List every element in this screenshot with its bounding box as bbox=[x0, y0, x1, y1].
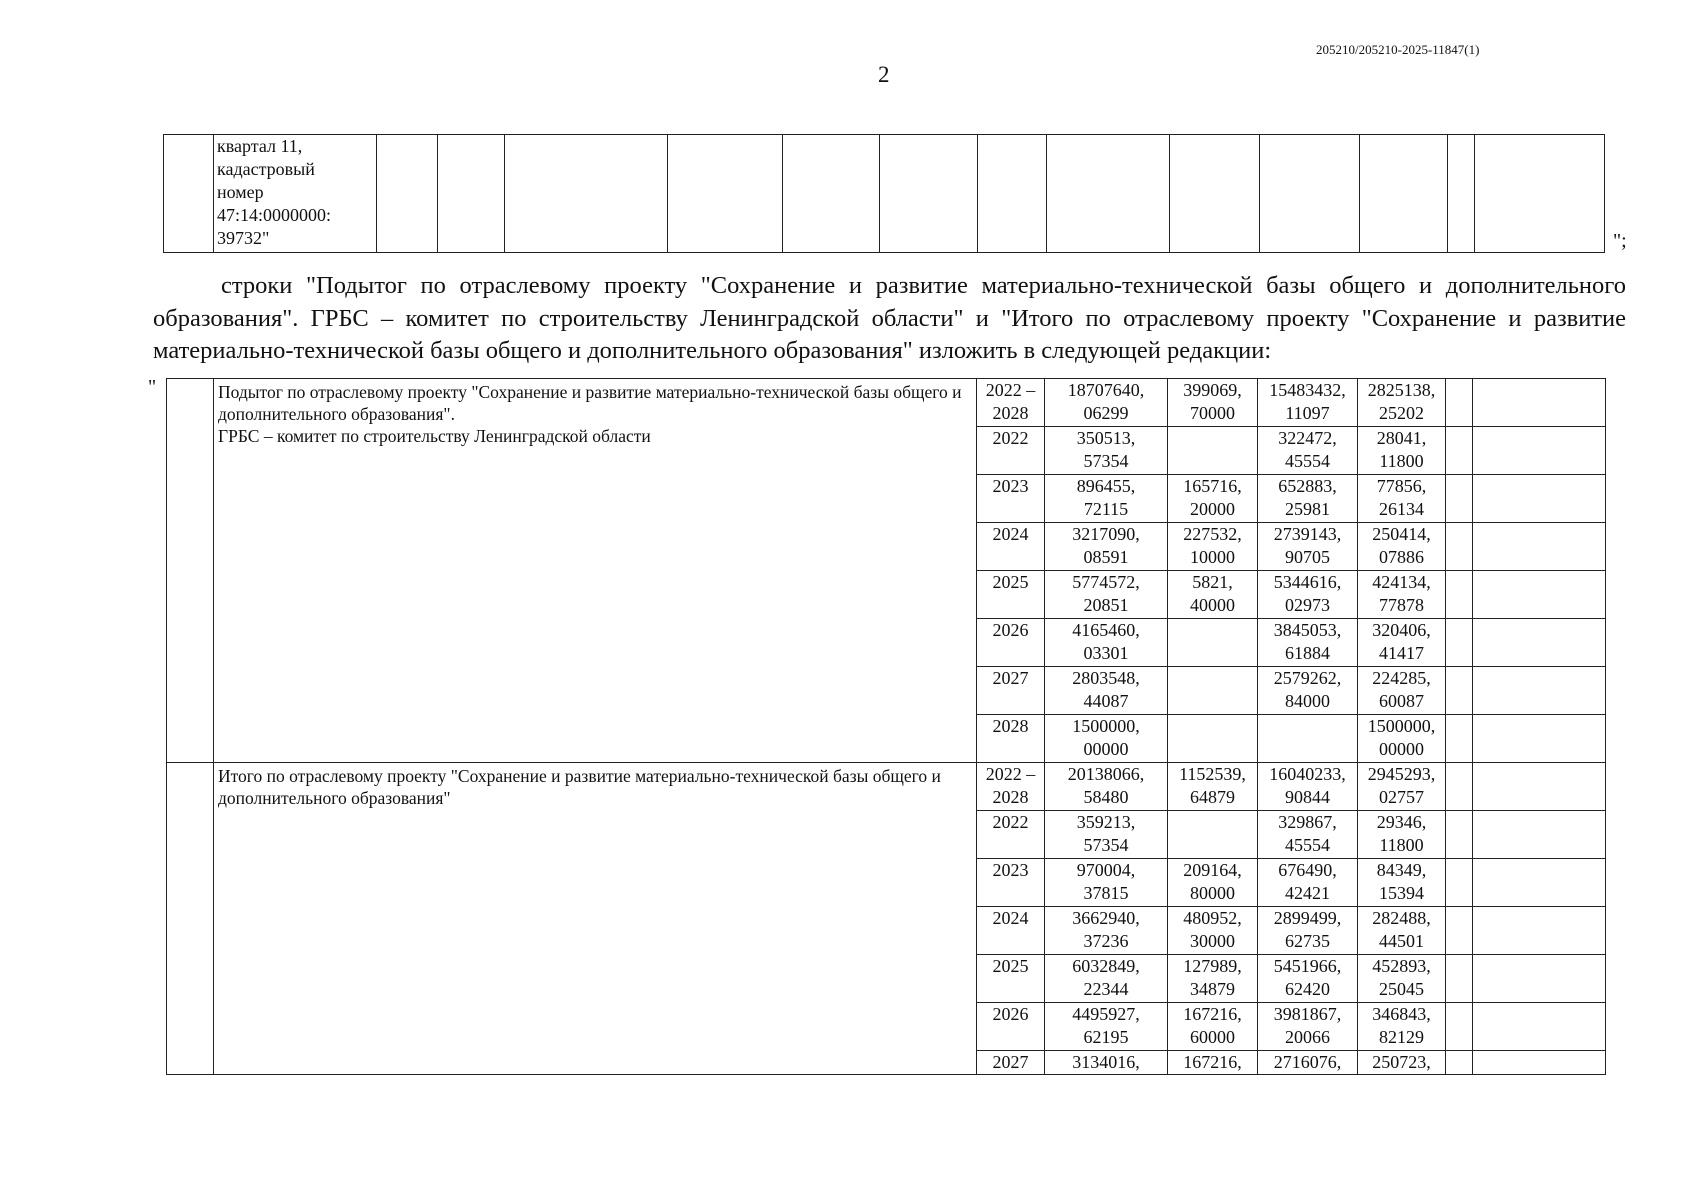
reg-cell: 16040233, 90844 bbox=[1258, 763, 1358, 811]
reg-cell: 2579262, 84000 bbox=[1258, 667, 1358, 715]
financing-table bbox=[166, 378, 1606, 1075]
table-row bbox=[164, 135, 1605, 253]
mun-cell: 77856, 26134 bbox=[1358, 475, 1446, 523]
empty-cell bbox=[1446, 955, 1473, 1003]
total-cell: 3662940, 37236 bbox=[1045, 907, 1168, 955]
period-cell: 2024 bbox=[977, 523, 1045, 571]
cell-line: 47:14:0000000: bbox=[217, 205, 332, 225]
reg-cell bbox=[1258, 715, 1358, 763]
empty-cell bbox=[1446, 379, 1473, 427]
empty-cell bbox=[1473, 1003, 1606, 1051]
empty-cell bbox=[1446, 427, 1473, 475]
document-id: 205210/205210-2025-11847(1) bbox=[1316, 42, 1480, 57]
reg-cell: 652883, 25981 bbox=[1258, 475, 1358, 523]
total-cell: 1500000, 00000 bbox=[1045, 715, 1168, 763]
total-cell: 18707640, 06299 bbox=[1045, 379, 1168, 427]
period-cell: 2022 bbox=[977, 427, 1045, 475]
cell-line: кадастровый bbox=[217, 159, 315, 179]
opening-quote-mark: " bbox=[148, 376, 157, 398]
total-cell: 359213, 57354 bbox=[1045, 811, 1168, 859]
empty-cell bbox=[1473, 859, 1606, 907]
cell-line: номер bbox=[217, 182, 264, 202]
empty-cell bbox=[1446, 475, 1473, 523]
cell-line: 39732" bbox=[217, 228, 270, 248]
group-name: Итого по отраслевому проекту "Сохранение и развитие материально-технической базы общего и дополнительного образования" bbox=[218, 766, 941, 808]
fed-cell: 227532, 10000 bbox=[1168, 523, 1258, 571]
empty-cell bbox=[1473, 619, 1606, 667]
empty-cell bbox=[1446, 907, 1473, 955]
fed-cell: 209164, 80000 bbox=[1168, 859, 1258, 907]
period-cell: 2027 bbox=[977, 1051, 1045, 1075]
fed-cell: 1152539, 64879 bbox=[1168, 763, 1258, 811]
reg-cell: 15483432, 11097 bbox=[1258, 379, 1358, 427]
fed-cell: 127989, 34879 bbox=[1168, 955, 1258, 1003]
empty-cell bbox=[1446, 763, 1473, 811]
cell-line: квартал 11, bbox=[217, 136, 303, 156]
total-cell: 3134016, bbox=[1045, 1051, 1168, 1075]
mun-cell: 346843, 82129 bbox=[1358, 1003, 1446, 1051]
period-cell: 2023 bbox=[977, 859, 1045, 907]
empty-cell bbox=[1473, 427, 1606, 475]
reg-cell: 2899499, 62735 bbox=[1258, 907, 1358, 955]
mun-cell: 84349, 15394 bbox=[1358, 859, 1446, 907]
empty-cell bbox=[1473, 379, 1606, 427]
mun-cell: 1500000, 00000 bbox=[1358, 715, 1446, 763]
closing-quote-mark: "; bbox=[1613, 230, 1627, 252]
empty-cell bbox=[1446, 715, 1473, 763]
reg-cell: 3845053, 61884 bbox=[1258, 619, 1358, 667]
reg-cell: 3981867, 20066 bbox=[1258, 1003, 1358, 1051]
empty-cell bbox=[1473, 1051, 1606, 1075]
mun-cell: 320406, 41417 bbox=[1358, 619, 1446, 667]
table-row bbox=[167, 763, 1606, 811]
mun-cell: 28041, 11800 bbox=[1358, 427, 1446, 475]
empty-cell bbox=[1473, 811, 1606, 859]
continuation-table bbox=[163, 134, 1605, 253]
row-number-cell bbox=[167, 763, 214, 1075]
period-cell: 2025 bbox=[977, 955, 1045, 1003]
mun-cell: 2945293, 02757 bbox=[1358, 763, 1446, 811]
group-name-cell bbox=[214, 763, 977, 1075]
period-cell: 2027 bbox=[977, 667, 1045, 715]
group-name: Подытог по отраслевому проекту "Сохранение и развитие материально-технической базы общего и дополнительного образования". bbox=[218, 382, 962, 424]
total-cell: 896455, 72115 bbox=[1045, 475, 1168, 523]
total-cell: 2803548, 44087 bbox=[1045, 667, 1168, 715]
reg-cell: 322472, 45554 bbox=[1258, 427, 1358, 475]
total-cell: 6032849, 22344 bbox=[1045, 955, 1168, 1003]
empty-cell bbox=[1473, 955, 1606, 1003]
mun-cell: 250414, 07886 bbox=[1358, 523, 1446, 571]
total-cell: 4495927, 62195 bbox=[1045, 1003, 1168, 1051]
empty-cell bbox=[1473, 667, 1606, 715]
total-cell: 3217090, 08591 bbox=[1045, 523, 1168, 571]
mun-cell: 29346, 11800 bbox=[1358, 811, 1446, 859]
empty-cell bbox=[1446, 1003, 1473, 1051]
period-cell: 2022 bbox=[977, 811, 1045, 859]
total-cell: 4165460, 03301 bbox=[1045, 619, 1168, 667]
empty-cell bbox=[1446, 859, 1473, 907]
mun-cell: 282488, 44501 bbox=[1358, 907, 1446, 955]
period-cell: 2024 bbox=[977, 907, 1045, 955]
empty-cell bbox=[1446, 811, 1473, 859]
period-cell: 2022 – 2028 bbox=[977, 763, 1045, 811]
reg-cell: 5451966, 62420 bbox=[1258, 955, 1358, 1003]
period-cell: 2022 – 2028 bbox=[977, 379, 1045, 427]
mun-cell: 424134, 77878 bbox=[1358, 571, 1446, 619]
empty-cell bbox=[1446, 667, 1473, 715]
period-cell: 2025 bbox=[977, 571, 1045, 619]
empty-cell bbox=[1473, 571, 1606, 619]
instruction-paragraph: строки "Подытог по отраслевому проекту "Сохранение и развитие материально-технической базы общего и дополнительного образования". ГРБС – комитет по строительству Ленинградской области" и "Итого по отраслевому проекту "Сохранение и развитие материально-технической базы общего и дополнительного образования" изложить в следующей редакции: bbox=[153, 272, 1626, 364]
fed-cell bbox=[1168, 715, 1258, 763]
fed-cell: 5821, 40000 bbox=[1168, 571, 1258, 619]
mun-cell: 224285, 60087 bbox=[1358, 667, 1446, 715]
cadastral-cell bbox=[214, 135, 377, 253]
fed-cell bbox=[1168, 619, 1258, 667]
empty-cell bbox=[1446, 571, 1473, 619]
empty-cell bbox=[1473, 523, 1606, 571]
reg-cell: 676490, 42421 bbox=[1258, 859, 1358, 907]
fed-cell: 167216, 60000 bbox=[1168, 1003, 1258, 1051]
reg-cell: 329867, 45554 bbox=[1258, 811, 1358, 859]
group-name-cell bbox=[214, 379, 977, 763]
period-cell: 2026 bbox=[977, 619, 1045, 667]
period-cell: 2026 bbox=[977, 1003, 1045, 1051]
total-cell: 20138066, 58480 bbox=[1045, 763, 1168, 811]
fed-cell: 167216, bbox=[1168, 1051, 1258, 1075]
fed-cell: 480952, 30000 bbox=[1168, 907, 1258, 955]
page-number: 2 bbox=[878, 62, 890, 87]
empty-cell bbox=[1473, 763, 1606, 811]
reg-cell: 2739143, 90705 bbox=[1258, 523, 1358, 571]
reg-cell: 2716076, bbox=[1258, 1051, 1358, 1075]
fed-cell: 165716, 20000 bbox=[1168, 475, 1258, 523]
empty-cell bbox=[1473, 907, 1606, 955]
total-cell: 5774572, 20851 bbox=[1045, 571, 1168, 619]
fed-cell: 399069, 70000 bbox=[1168, 379, 1258, 427]
empty-cell bbox=[1446, 523, 1473, 571]
mun-cell: 250723, bbox=[1358, 1051, 1446, 1075]
group-subname: ГРБС – комитет по строительству Ленинградской области bbox=[218, 426, 651, 446]
fed-cell bbox=[1168, 427, 1258, 475]
empty-cell bbox=[1446, 1051, 1473, 1075]
table-row bbox=[167, 379, 1606, 427]
empty-cell bbox=[1473, 715, 1606, 763]
empty-cell bbox=[1473, 475, 1606, 523]
reg-cell: 5344616, 02973 bbox=[1258, 571, 1358, 619]
total-cell: 970004, 37815 bbox=[1045, 859, 1168, 907]
fed-cell bbox=[1168, 811, 1258, 859]
row-number-cell bbox=[167, 379, 214, 763]
period-cell: 2023 bbox=[977, 475, 1045, 523]
total-cell: 350513, 57354 bbox=[1045, 427, 1168, 475]
mun-cell: 2825138, 25202 bbox=[1358, 379, 1446, 427]
period-cell: 2028 bbox=[977, 715, 1045, 763]
fed-cell bbox=[1168, 667, 1258, 715]
empty-cell bbox=[1446, 619, 1473, 667]
mun-cell: 452893, 25045 bbox=[1358, 955, 1446, 1003]
